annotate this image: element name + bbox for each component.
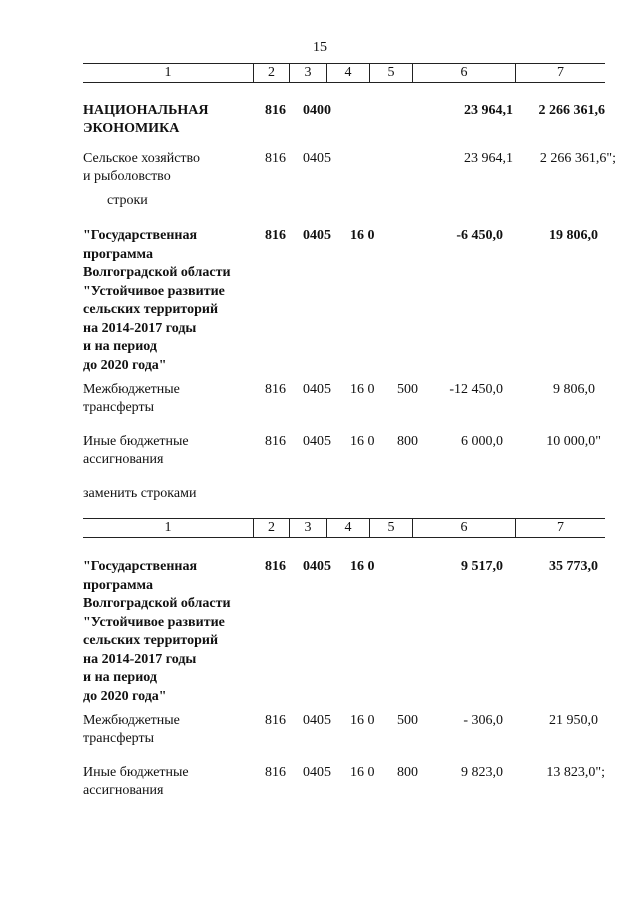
section-title-line: ЭКОНОМИКА — [83, 121, 180, 136]
page-number: 15 — [313, 40, 327, 55]
transfers-new-code-3: 0405 — [303, 713, 331, 728]
program-new-line: программа — [83, 577, 153, 593]
program-new-line: Волгоградской области — [83, 596, 231, 611]
program-old-code-4: 16 0 — [350, 228, 375, 243]
agri-label-line: и рыболовство — [83, 169, 171, 184]
program-new-amount-7: 35 773,0 — [549, 559, 598, 574]
header-col-1: 1 — [164, 520, 172, 535]
program-new-code-3: 0405 — [303, 559, 331, 574]
header-col-6: 6 — [412, 64, 515, 82]
program-new-line: и на период — [83, 670, 157, 685]
other-old-code-4: 16 0 — [350, 434, 375, 449]
program-old-line: Волгоградской области — [83, 265, 231, 280]
transfers-new-code-5: 500 — [397, 713, 418, 728]
program-old-line: программа — [83, 246, 153, 262]
program-old-amount-7: 19 806,0 — [549, 228, 598, 243]
program-old-line: и на период — [83, 339, 157, 354]
program-old-line: до 2020 года" — [83, 357, 167, 373]
transfers-new-line: трансферты — [83, 731, 155, 746]
other-old-label — [83, 433, 189, 469]
transfers-old-amount-7: 9 806,0 — [553, 382, 595, 397]
other-old-amount-7: 10 000,0" — [546, 434, 601, 449]
other-new-code-3: 0405 — [303, 765, 331, 780]
other-new-line: ассигнования — [83, 783, 164, 798]
other-new-code-5: 800 — [397, 765, 418, 780]
transfers-old-label — [83, 381, 180, 417]
transfers-old-line: трансферты — [83, 400, 155, 415]
program-old-line: "Государственная — [83, 228, 198, 243]
program-new-line: "Государственная — [83, 559, 198, 574]
transfers-new-label — [83, 712, 180, 748]
section-code-3: 0400 — [303, 103, 331, 118]
transfers-old-amount-6: -12 450,0 — [449, 382, 503, 397]
transfers-old-code-2: 816 — [265, 382, 286, 397]
table-header-2 — [83, 518, 605, 538]
program-old-line: на 2014-2017 годы — [83, 320, 197, 336]
agri-code-3: 0405 — [303, 151, 331, 166]
transfers-old-code-5: 500 — [397, 382, 418, 397]
program-new-line: до 2020 года" — [83, 688, 167, 704]
program-new-amount-6: 9 517,0 — [461, 559, 503, 574]
section-title — [83, 102, 208, 138]
other-new-amount-7: 13 823,0"; — [546, 765, 605, 780]
header-col-5: 5 — [369, 64, 412, 82]
other-new-label — [83, 764, 189, 800]
agri-label-line: Сельское хозяйство — [83, 151, 201, 166]
agri-label — [83, 150, 200, 186]
other-new-code-4: 16 0 — [350, 765, 375, 780]
program-new-line: сельских территорий — [83, 633, 219, 648]
section-amount-7: 2 266 361,6 — [538, 103, 605, 118]
transfers-old-line: Межбюджетные — [83, 382, 180, 397]
transfers-old-code-4: 16 0 — [350, 382, 375, 397]
other-old-line: Иные бюджетные — [83, 434, 189, 449]
header-col-1: 1 — [164, 65, 172, 80]
transfers-new-amount-7: 21 950,0 — [549, 713, 598, 728]
program-new-line: на 2014-2017 годы — [83, 651, 197, 667]
transfers-new-amount-6: - 306,0 — [463, 713, 503, 728]
program-new-code-2: 816 — [265, 559, 286, 574]
header-col-3: 3 — [289, 519, 326, 537]
transfers-old-code-3: 0405 — [303, 382, 331, 397]
agri-amount-6: 23 964,1 — [464, 151, 513, 166]
header-col-4: 4 — [326, 519, 369, 537]
replace-text: заменить строками — [83, 486, 197, 501]
agri-code-2: 816 — [265, 151, 286, 166]
other-old-line: ассигнования — [83, 452, 164, 467]
header-col-4: 4 — [326, 64, 369, 82]
header-col-2: 2 — [253, 64, 289, 82]
program-new-line: "Устойчивое развитие — [83, 614, 225, 630]
program-old-code-3: 0405 — [303, 228, 331, 243]
rows-word: строки — [107, 193, 148, 208]
other-new-amount-6: 9 823,0 — [461, 765, 503, 780]
section-code-2: 816 — [265, 103, 286, 118]
program-old-code-2: 816 — [265, 228, 286, 243]
header-col-7: 7 — [515, 64, 605, 82]
header-col-3: 3 — [289, 64, 326, 82]
other-old-amount-6: 6 000,0 — [461, 434, 503, 449]
other-old-code-5: 800 — [397, 434, 418, 449]
table-header-1 — [83, 63, 605, 83]
program-old-line: "Устойчивое развитие — [83, 283, 225, 299]
other-old-code-2: 816 — [265, 434, 286, 449]
program-old-line: сельских территорий — [83, 302, 219, 317]
section-amount-6: 23 964,1 — [464, 103, 513, 118]
other-new-line: Иные бюджетные — [83, 765, 189, 780]
other-new-code-2: 816 — [265, 765, 286, 780]
program-new-code-4: 16 0 — [350, 559, 375, 574]
agri-amount-7: 2 266 361,6"; — [539, 151, 616, 166]
program-old-amount-6: -6 450,0 — [456, 228, 503, 243]
transfers-new-line: Межбюджетные — [83, 713, 180, 728]
program-new-label — [83, 558, 231, 706]
header-col-6: 6 — [412, 519, 515, 537]
program-old-label — [83, 227, 231, 375]
transfers-new-code-4: 16 0 — [350, 713, 375, 728]
other-old-code-3: 0405 — [303, 434, 331, 449]
header-col-2: 2 — [253, 519, 289, 537]
header-col-7: 7 — [515, 519, 605, 537]
section-title-line: НАЦИОНАЛЬНАЯ — [83, 103, 209, 118]
transfers-new-code-2: 816 — [265, 713, 286, 728]
header-col-5: 5 — [369, 519, 412, 537]
